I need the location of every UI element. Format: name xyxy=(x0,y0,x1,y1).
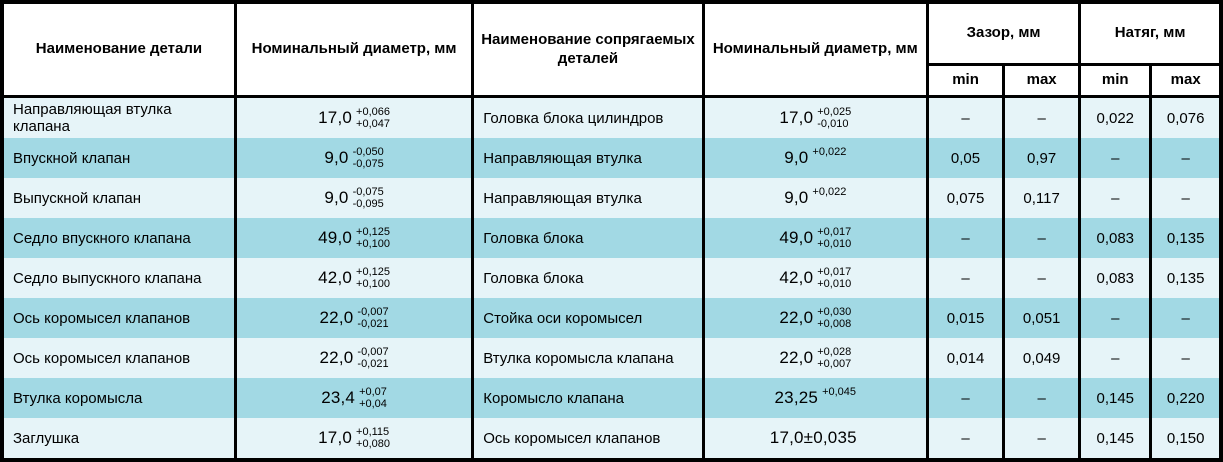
interference-min-cell: – xyxy=(1080,298,1151,338)
clearance-min-cell: – xyxy=(927,218,1003,258)
part-name-cell: Выпускной клапан xyxy=(2,178,235,218)
tolerance-lower: +0,100 xyxy=(356,238,390,250)
mating-part-diameter-cell xyxy=(703,258,927,298)
header-mating-part-name: Наименование сопрягаемых деталей xyxy=(473,2,703,97)
clearance-min-cell: – xyxy=(927,258,1003,298)
tolerance-stack xyxy=(812,146,846,170)
clearance-min-cell: – xyxy=(927,378,1003,418)
interference-min-cell: 0,083 xyxy=(1080,218,1151,258)
clearance-max-cell: – xyxy=(1004,97,1080,139)
header-clearance-min: min xyxy=(927,65,1003,97)
nominal-value: 9,0 xyxy=(324,148,349,167)
part-name-cell: Направляющая втулка клапана xyxy=(2,97,235,139)
part-name-cell: Ось коромысел клапанов xyxy=(2,338,235,378)
tolerance-lower xyxy=(812,198,846,210)
table-body xyxy=(2,97,1221,461)
mating-part-name-cell: Головка блока xyxy=(473,218,703,258)
interference-max-cell: – xyxy=(1151,338,1221,378)
nominal-with-tolerance xyxy=(320,306,389,330)
table-row xyxy=(2,418,1221,460)
tolerance-lower: -0,010 xyxy=(817,118,849,130)
tolerance-upper: -0,007 xyxy=(357,306,389,318)
nominal-with-tolerance xyxy=(784,146,846,170)
interference-max-cell: 0,220 xyxy=(1151,378,1221,418)
mating-part-diameter-cell xyxy=(703,138,927,178)
nominal-value: 23,25 xyxy=(774,388,819,407)
interference-min-cell: 0,145 xyxy=(1080,378,1151,418)
clearance-max-cell: – xyxy=(1004,218,1080,258)
interference-min-cell: 0,145 xyxy=(1080,418,1151,460)
part-diameter-cell xyxy=(235,298,472,338)
part-name-cell: Седло выпускного клапана xyxy=(2,258,235,298)
tolerance-upper: +0,045 xyxy=(822,386,857,398)
nominal-with-tolerance xyxy=(779,266,851,290)
interference-max-cell: – xyxy=(1151,298,1221,338)
nominal-with-tolerance xyxy=(779,346,851,370)
interference-min-cell: 0,022 xyxy=(1080,97,1151,139)
tolerance-stack xyxy=(817,226,851,250)
clearance-max-cell: 0,117 xyxy=(1004,178,1080,218)
tolerance-stack xyxy=(822,386,856,410)
part-name-cell: Впускной клапан xyxy=(2,138,235,178)
clearance-min-cell: – xyxy=(927,97,1003,139)
table-header xyxy=(2,2,1221,97)
header-interference-max: max xyxy=(1151,65,1221,97)
nominal-value: 22,0 xyxy=(779,308,814,327)
table-row xyxy=(2,338,1221,378)
mating-part-diameter-cell xyxy=(703,97,927,139)
clearance-min-cell: 0,015 xyxy=(927,298,1003,338)
tolerance-stack xyxy=(817,106,851,130)
table-row xyxy=(2,258,1221,298)
clearance-min-cell: 0,05 xyxy=(927,138,1003,178)
tolerance-upper: -0,050 xyxy=(352,146,384,158)
clearance-max-cell: 0,049 xyxy=(1004,338,1080,378)
header-nominal-diameter: Номинальный диаметр, мм xyxy=(235,2,472,97)
clearance-max-cell: – xyxy=(1004,378,1080,418)
part-diameter-cell xyxy=(235,338,472,378)
clearance-max-cell: – xyxy=(1004,258,1080,298)
tolerance-lower: +0,008 xyxy=(817,318,852,330)
tolerance-stack xyxy=(817,346,851,370)
table-row xyxy=(2,138,1221,178)
part-name-cell: Седло впускного клапана xyxy=(2,218,235,258)
nominal-with-tolerance xyxy=(318,426,390,450)
nominal-value: 49,0 xyxy=(318,228,353,247)
mating-part-name-cell: Втулка коромысла клапана xyxy=(473,338,703,378)
mating-part-diameter-cell xyxy=(703,298,927,338)
nominal-with-tolerance xyxy=(324,146,383,170)
tolerance-stack xyxy=(357,346,388,370)
tolerance-lower: +0,010 xyxy=(817,238,852,250)
table-row xyxy=(2,97,1221,139)
nominal-with-tolerance xyxy=(321,386,387,410)
nominal-value: 17,0±0,035 xyxy=(769,428,857,447)
mating-part-name-cell: Направляющая втулка xyxy=(473,138,703,178)
tolerance-upper: +0,066 xyxy=(356,106,390,118)
part-diameter-cell xyxy=(235,258,472,298)
tolerance-lower xyxy=(812,158,846,170)
nominal-with-tolerance xyxy=(324,186,383,210)
part-name-cell: Ось коромысел клапанов xyxy=(2,298,235,338)
table-row xyxy=(2,298,1221,338)
nominal-value: 22,0 xyxy=(779,348,814,367)
part-diameter-cell xyxy=(235,378,472,418)
mating-part-diameter-cell xyxy=(703,378,927,418)
mating-part-name-cell: Стойка оси коромысел xyxy=(473,298,703,338)
nominal-value: 42,0 xyxy=(779,268,814,287)
nominal-value: 9,0 xyxy=(784,188,809,207)
tolerance-upper: +0,125 xyxy=(356,266,390,278)
tolerance-upper: +0,028 xyxy=(817,346,852,358)
clearance-min-cell: – xyxy=(927,418,1003,460)
nominal-with-tolerance xyxy=(779,226,851,250)
header-interference: Натяг, мм xyxy=(1080,2,1221,65)
table-row xyxy=(2,378,1221,418)
tolerance-stack xyxy=(817,306,851,330)
interference-min-cell: – xyxy=(1080,338,1151,378)
mating-part-name-cell: Головка блока цилиндров xyxy=(473,97,703,139)
part-diameter-cell xyxy=(235,418,472,460)
tolerance-upper: +0,125 xyxy=(356,226,390,238)
tolerance-upper: +0,030 xyxy=(817,306,852,318)
nominal-value: 17,0 xyxy=(318,428,353,447)
header-clearance: Зазор, мм xyxy=(927,2,1079,65)
interference-max-cell: 0,135 xyxy=(1151,218,1221,258)
nominal-with-tolerance xyxy=(779,306,851,330)
tolerance-lower: +0,04 xyxy=(359,398,387,410)
tolerance-lower: +0,007 xyxy=(817,358,852,370)
part-diameter-cell xyxy=(235,97,472,139)
nominal-with-tolerance xyxy=(320,346,389,370)
header-part-name: Наименование детали xyxy=(2,2,235,97)
tolerance-upper: +0,017 xyxy=(817,266,852,278)
interference-max-cell: 0,150 xyxy=(1151,418,1221,460)
part-name-cell: Втулка коромысла xyxy=(2,378,235,418)
mating-part-name-cell: Ось коромысел клапанов xyxy=(473,418,703,460)
clearance-max-cell: 0,051 xyxy=(1004,298,1080,338)
part-diameter-cell xyxy=(235,218,472,258)
interference-max-cell: – xyxy=(1151,138,1221,178)
interference-min-cell: 0,083 xyxy=(1080,258,1151,298)
tolerance-upper: -0,007 xyxy=(357,346,389,358)
tolerance-lower: +0,047 xyxy=(356,118,390,130)
tolerance-upper: +0,017 xyxy=(817,226,852,238)
tolerance-stack xyxy=(357,306,388,330)
tolerance-lower: +0,080 xyxy=(356,438,390,450)
interference-max-cell: 0,076 xyxy=(1151,97,1221,139)
tolerance-lower: -0,095 xyxy=(352,198,384,210)
nominal-value: 17,0 xyxy=(318,108,353,127)
tolerance-upper: -0,075 xyxy=(352,186,384,198)
table-row xyxy=(2,178,1221,218)
interference-max-cell: 0,135 xyxy=(1151,258,1221,298)
tolerance-lower: +0,100 xyxy=(356,278,390,290)
nominal-with-tolerance xyxy=(784,186,846,210)
mating-part-diameter-cell xyxy=(703,338,927,378)
header-clearance-max: max xyxy=(1004,65,1080,97)
part-diameter-cell xyxy=(235,178,472,218)
tolerance-stack xyxy=(353,146,384,170)
tolerance-lower: +0,010 xyxy=(817,278,852,290)
mating-part-diameter-cell xyxy=(703,218,927,258)
nominal-value: 42,0 xyxy=(318,268,353,287)
nominal-with-tolerance xyxy=(318,226,390,250)
nominal-value: 23,4 xyxy=(321,388,356,407)
clearance-max-cell: – xyxy=(1004,418,1080,460)
tolerance-upper: +0,115 xyxy=(356,426,390,438)
header-interference-min: min xyxy=(1080,65,1151,97)
part-name-cell: Заглушка xyxy=(2,418,235,460)
tolerance-stack xyxy=(812,186,846,210)
interference-max-cell: – xyxy=(1151,178,1221,218)
mating-part-diameter-cell xyxy=(703,418,927,460)
interference-min-cell: – xyxy=(1080,138,1151,178)
nominal-value: 17,0 xyxy=(779,108,814,127)
tolerance-lower xyxy=(822,398,856,410)
nominal-with-tolerance xyxy=(770,426,861,450)
tolerance-stack xyxy=(359,386,387,410)
nominal-value: 22,0 xyxy=(319,308,354,327)
clearance-max-cell: 0,97 xyxy=(1004,138,1080,178)
tolerance-upper: +0,022 xyxy=(812,186,847,198)
nominal-value: 9,0 xyxy=(784,148,809,167)
table-row xyxy=(2,218,1221,258)
nominal-with-tolerance xyxy=(318,266,390,290)
tolerance-lower: -0,021 xyxy=(357,318,389,330)
tolerance-upper: +0,07 xyxy=(359,386,387,398)
tolerance-stack xyxy=(356,426,390,450)
tolerance-lower: -0,021 xyxy=(357,358,389,370)
tolerance-stack xyxy=(817,266,851,290)
interference-min-cell: – xyxy=(1080,178,1151,218)
tolerance-stack xyxy=(356,106,390,130)
tolerance-stack xyxy=(356,226,390,250)
mating-part-name-cell: Направляющая втулка xyxy=(473,178,703,218)
nominal-with-tolerance xyxy=(318,106,390,130)
tolerance-upper: +0,025 xyxy=(817,106,852,118)
clearance-min-cell: 0,014 xyxy=(927,338,1003,378)
mating-part-name-cell: Коромысло клапана xyxy=(473,378,703,418)
mating-part-diameter-cell xyxy=(703,178,927,218)
tolerance-upper: +0,022 xyxy=(812,146,847,158)
mating-part-name-cell: Головка блока xyxy=(473,258,703,298)
nominal-with-tolerance xyxy=(775,386,857,410)
clearance-min-cell: 0,075 xyxy=(927,178,1003,218)
nominal-value: 22,0 xyxy=(319,348,354,367)
tolerance-lower: -0,075 xyxy=(352,158,384,170)
nominal-with-tolerance xyxy=(779,106,851,130)
nominal-value: 49,0 xyxy=(779,228,814,247)
tolerance-stack xyxy=(353,186,384,210)
header-mating-nominal-diameter: Номинальный диаметр, мм xyxy=(703,2,927,97)
tolerance-stack xyxy=(356,266,390,290)
nominal-value: 9,0 xyxy=(324,188,349,207)
part-diameter-cell xyxy=(235,138,472,178)
